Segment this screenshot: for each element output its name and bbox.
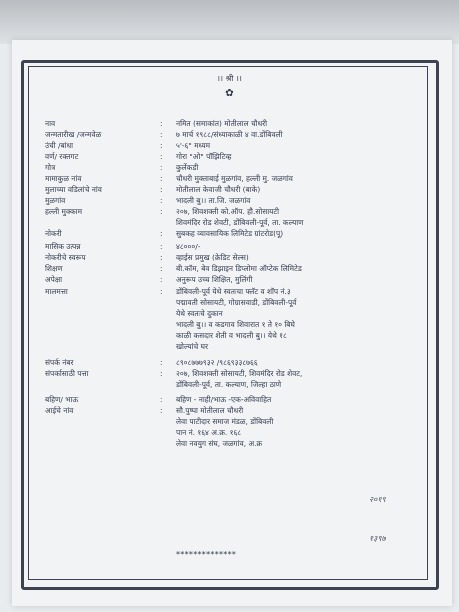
field-separator: : bbox=[160, 264, 163, 273]
field-label: नोकरी bbox=[45, 229, 62, 238]
field-value-line: कुर्लेकडी bbox=[176, 163, 199, 172]
field-separator: : bbox=[160, 152, 163, 161]
field-label: संपर्क नंबर bbox=[45, 358, 74, 367]
field-value bbox=[176, 195, 416, 206]
end-stars: ************** bbox=[176, 550, 237, 559]
field-value-line: चौधरी मुक्ताबाई मुळगांव, हल्ली मु. जळगांव bbox=[176, 174, 293, 183]
field-separator: : bbox=[160, 253, 163, 262]
field-label: नाव bbox=[45, 119, 56, 128]
field-value-line: लेवा पाटीदार समाज मंडळ, डोंबिवली bbox=[176, 417, 274, 426]
field-value bbox=[176, 228, 416, 239]
field-separator: : bbox=[160, 119, 163, 128]
field-value bbox=[176, 252, 416, 263]
field-value-line: ५'-६" मध्यम bbox=[176, 141, 211, 150]
field-value-line: शिवमंदिर रोड शेवटी, डोंबिवली-पूर्व, ता. कल्याण bbox=[176, 218, 304, 227]
field-separator: : bbox=[160, 242, 163, 251]
field-label: संपर्कासाठी पत्ता bbox=[45, 369, 89, 378]
field-value bbox=[176, 274, 416, 285]
field-separator: : bbox=[160, 141, 163, 150]
field-value bbox=[176, 263, 416, 274]
field-value-line: सुबकह व्यावसायिक लिमिटेड ग्रांटरोड(पू) bbox=[176, 229, 284, 238]
field-value-line: भादली बु।। ता.जि. जळगांव bbox=[176, 196, 251, 205]
field-value bbox=[176, 206, 416, 228]
field-value bbox=[176, 118, 416, 129]
field-separator: : bbox=[160, 275, 163, 284]
field-label: गोत्र bbox=[45, 163, 56, 172]
field-label: जन्मतारीख /जन्मवेळ bbox=[45, 130, 102, 139]
flower-icon: ✿ bbox=[225, 88, 234, 99]
field-value-line: डोंबिवली-पूर्व येथे स्वतःचा फ्लॅट व शॉप नं.३ bbox=[176, 287, 291, 296]
field-label: मुलाच्या वडिलांचे नांव bbox=[45, 185, 102, 194]
field-value-line: येथे स्वतःचे दुकान bbox=[176, 309, 223, 318]
field-value bbox=[176, 405, 416, 449]
field-value-line: मोतीलाल केवाजी चौधरी (बाके) bbox=[176, 185, 261, 194]
field-value-line: पद्मावती सोसायटी, गोग्रासवाडी, डोंबिवली-पूर्व bbox=[176, 298, 297, 307]
field-value-line: अनुरूप उच्च शिक्षित, मुलिंगी bbox=[176, 275, 253, 284]
field-value bbox=[176, 368, 416, 390]
field-value-line: ४८०००/- bbox=[176, 242, 201, 251]
field-value bbox=[176, 184, 416, 195]
field-value bbox=[176, 357, 416, 368]
field-separator: : bbox=[160, 174, 163, 183]
field-separator: : bbox=[160, 229, 163, 238]
field-value bbox=[176, 129, 416, 140]
field-separator: : bbox=[160, 406, 163, 415]
field-value-line: २०७, शिवशक्ती सोसायटी, शिवमंदिर रोड शेवट, bbox=[176, 369, 303, 378]
field-value-line: बहिण - नाही/भाऊ -एक-अविवाहित bbox=[176, 395, 272, 404]
field-label: मालमत्ता bbox=[45, 287, 68, 296]
field-label: हल्ली मुक्काम bbox=[45, 207, 82, 216]
field-value bbox=[176, 140, 416, 151]
field-label: वर्ण/ रक्तगट bbox=[45, 152, 79, 161]
field-separator: : bbox=[160, 358, 163, 367]
field-value bbox=[176, 173, 416, 184]
handwritten-number: १३९७ bbox=[369, 534, 386, 543]
field-separator: : bbox=[160, 185, 163, 194]
field-value-line: बी.कॉम, बेव डिझाइन डिप्लोमा ऑप्टेक लिमिटेड bbox=[176, 264, 302, 273]
field-label: मामाकुळ नांव bbox=[45, 174, 82, 183]
field-value-line: सौ.पुष्पा मोतीलाल चौधरी bbox=[176, 406, 244, 415]
field-label: मासिक उत्पन्न bbox=[45, 242, 81, 251]
field-value-line: काळी कसदार शेती व भादली बु।। येथे १८ bbox=[176, 331, 287, 340]
field-value-line: पान नं. १६४ अ.क्र. १६८ bbox=[176, 428, 242, 437]
field-value-line: नमित (समाकांत) मोतीलाल चौधरी bbox=[176, 119, 268, 128]
field-label: मुळगांव bbox=[45, 196, 66, 205]
field-label: शिक्षण bbox=[45, 264, 63, 273]
field-separator: : bbox=[160, 196, 163, 205]
field-separator: : bbox=[160, 163, 163, 172]
field-value-line: ७ मार्च १९८८/संध्याकाळी ४ वा.डोंबिवली bbox=[176, 130, 283, 139]
field-label: अपेक्षा bbox=[45, 275, 63, 284]
document-title: ।। श्री ।। bbox=[217, 74, 242, 83]
field-value bbox=[176, 286, 416, 352]
field-label: बहिण/ भाऊ bbox=[45, 395, 79, 404]
field-value bbox=[176, 151, 416, 162]
field-value-line: ८९०८७७७९३२ /९८६९३३८७६६ bbox=[176, 358, 258, 367]
field-value bbox=[176, 162, 416, 173]
field-label: आईचे नांव bbox=[45, 406, 74, 415]
field-value-line: भादली बु।। व कडगाव शिवारात १ ते १० बिघे bbox=[176, 320, 295, 329]
field-separator: : bbox=[160, 207, 163, 216]
field-label: उंची /बांधा bbox=[45, 141, 74, 150]
field-value-line: खोल्यांचे घर bbox=[176, 342, 208, 351]
field-value-line: गोरा "ओ" पॉझिटिव्ह bbox=[176, 152, 232, 161]
field-value-line: व्हाईस प्रमुख (क्रेडिट सेल्स) bbox=[176, 253, 249, 262]
field-value bbox=[176, 241, 416, 252]
field-separator: : bbox=[160, 130, 163, 139]
field-separator: : bbox=[160, 395, 163, 404]
field-value-line: २०७, शिवशक्ती को.ऑप. हौ.सोसायटी bbox=[176, 207, 280, 216]
field-value-line: डोंबिवली-पूर्व, ता. कल्याण, जिल्हा ठाणे bbox=[176, 380, 282, 389]
field-separator: : bbox=[160, 287, 163, 296]
field-separator: : bbox=[160, 369, 163, 378]
field-value bbox=[176, 394, 416, 405]
handwritten-year: २०१९ bbox=[369, 495, 386, 504]
photo-top-shadow bbox=[0, 0, 459, 44]
field-value-line: लेवा नवयुग संघ, जळगांव, अ.क्र bbox=[176, 439, 263, 448]
field-label: नोकरीचे स्वरूप bbox=[45, 253, 86, 262]
